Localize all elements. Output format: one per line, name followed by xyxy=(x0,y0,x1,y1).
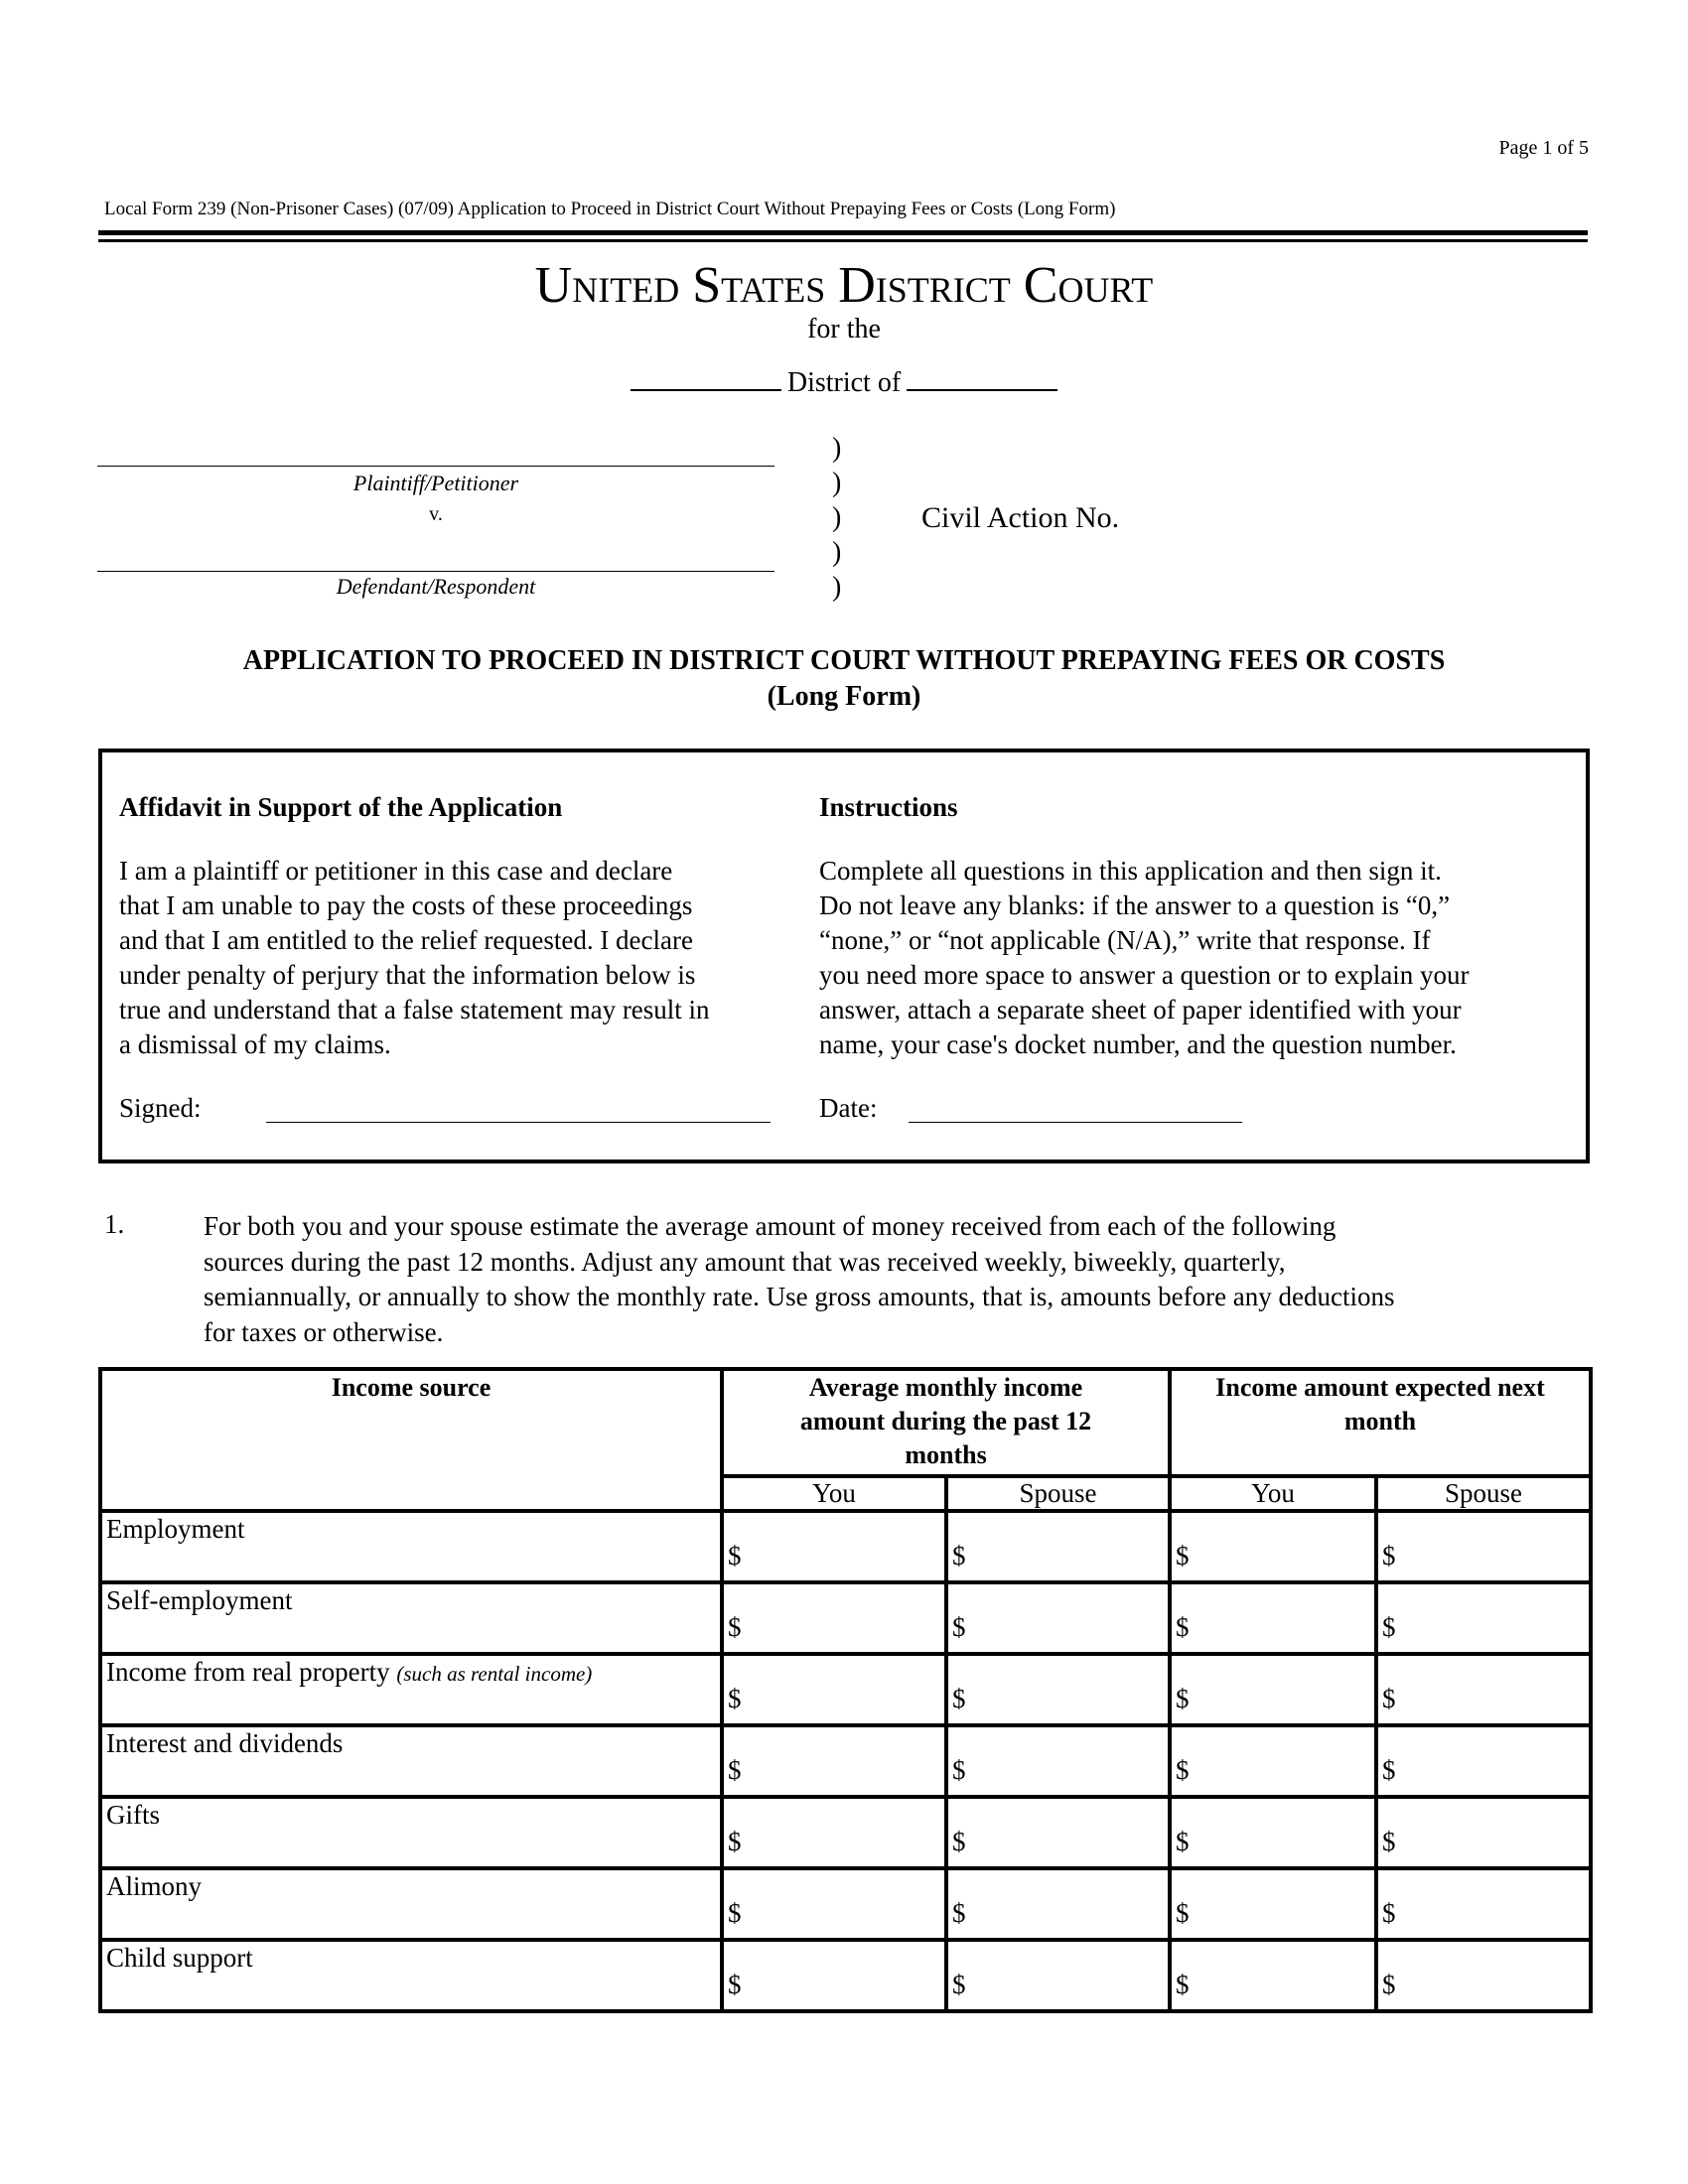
header-rule-thick xyxy=(98,230,1588,235)
plaintiff-label: Plaintiff/Petitioner xyxy=(352,471,519,495)
amount-field-next-spouse[interactable]: $ xyxy=(1376,1654,1591,1725)
district-prefix-field[interactable] xyxy=(631,361,781,391)
affidavit-heading: Affidavit in Support of the Application xyxy=(119,792,563,822)
amount-field-next-you[interactable]: $ xyxy=(1170,1511,1376,1582)
defendant-label: Defendant/Respondent xyxy=(336,574,536,599)
amount-field-next-spouse[interactable]: $ xyxy=(1376,1582,1591,1654)
civil-action-label: Civil Action No. xyxy=(921,501,1120,534)
income-source-label: Child support xyxy=(100,1940,722,2011)
application-subtitle: (Long Form) xyxy=(767,681,921,712)
district-row xyxy=(0,361,1688,399)
caption-paren: ) xyxy=(832,537,842,568)
instructions-text: Complete all questions in this application and then sign it. Do not leave any blanks: if the answer to a question is “0,” “none,” or “not applicable (N/A),” write that response. If you need more space to answer a question or to explain your answer, attach a separate sheet of paper identified with your name, your case's docket number, and the question number. xyxy=(819,856,1470,1059)
amount-field-past-you[interactable]: $ xyxy=(722,1940,946,2011)
caption-paren: ) xyxy=(832,468,842,498)
amount-field-next-spouse[interactable]: $ xyxy=(1376,1868,1591,1940)
amount-field-next-you[interactable]: $ xyxy=(1170,1582,1376,1654)
amount-field-next-you[interactable]: $ xyxy=(1170,1940,1376,2011)
table-row xyxy=(100,1940,1591,2011)
application-title: APPLICATION TO PROCEED IN DISTRICT COURT WITHOUT PREPAYING FEES OR COSTS xyxy=(242,645,1446,676)
header-avg-past-12: Average monthly income amount during the past 12 months xyxy=(722,1369,1170,1476)
amount-field-past-you[interactable]: $ xyxy=(722,1654,946,1725)
caption-paren: ) xyxy=(832,433,842,464)
plaintiff-name-field[interactable] xyxy=(97,466,774,467)
affidavit-instructions-box xyxy=(98,749,1590,1163)
header-you: You xyxy=(722,1476,946,1511)
amount-field-next-you[interactable]: $ xyxy=(1170,1654,1376,1725)
amount-field-past-you[interactable]: $ xyxy=(722,1511,946,1582)
table-row xyxy=(100,1797,1591,1868)
amount-field-next-you[interactable]: $ xyxy=(1170,1868,1376,1940)
question-text: For both you and your spouse estimate the average amount of money received from each of the following sources during the past 12 months. Adjust any amount that was received weekly, biweekly, quarterly, semiannually, or annually to show the monthly rate. Use gross amounts, that is, amounts before any deductions for taxes or otherwise. xyxy=(204,1211,1395,1347)
amount-field-next-you[interactable]: $ xyxy=(1170,1725,1376,1797)
income-source-label: Income from real property (such as rental income) xyxy=(100,1654,722,1725)
amount-field-next-spouse[interactable]: $ xyxy=(1376,1725,1591,1797)
amount-field-past-spouse[interactable]: $ xyxy=(946,1940,1170,2011)
instructions-heading: Instructions xyxy=(819,792,958,822)
header-you: You xyxy=(1170,1476,1376,1511)
table-row xyxy=(100,1511,1591,1582)
date-label: Date: xyxy=(819,1093,878,1123)
income-source-note: (such as rental income) xyxy=(396,1662,593,1686)
page-indicator: Page 1 of 5 xyxy=(1498,137,1589,159)
header-spouse: Spouse xyxy=(1376,1476,1591,1511)
form-identifier: Local Form 239 (Non-Prisoner Cases) (07/09) Application to Proceed in District Court Without Prepaying Fees or Costs (Long Form) xyxy=(104,199,1116,219)
court-title: United States District Court xyxy=(534,257,1154,314)
amount-field-past-spouse[interactable]: $ xyxy=(946,1797,1170,1868)
income-table xyxy=(98,1367,1593,2013)
amount-field-next-spouse[interactable]: $ xyxy=(1376,1940,1591,2011)
date-field[interactable] xyxy=(909,1122,1242,1123)
amount-field-past-spouse[interactable]: $ xyxy=(946,1582,1170,1654)
amount-field-next-you[interactable]: $ xyxy=(1170,1797,1376,1868)
table-row xyxy=(100,1582,1591,1654)
signed-label: Signed: xyxy=(119,1093,202,1123)
header-expected-next: Income amount expected next month xyxy=(1170,1369,1591,1476)
amount-field-past-spouse[interactable]: $ xyxy=(946,1725,1170,1797)
amount-field-past-spouse[interactable]: $ xyxy=(946,1868,1170,1940)
question-number: 1. xyxy=(104,1209,125,1239)
amount-field-past-spouse[interactable]: $ xyxy=(946,1511,1170,1582)
header-rule-thin xyxy=(98,239,1588,242)
district-name-field[interactable] xyxy=(907,361,1057,391)
income-source-label: Gifts xyxy=(100,1797,722,1868)
amount-field-past-you[interactable]: $ xyxy=(722,1582,946,1654)
table-row xyxy=(100,1725,1591,1797)
table-row xyxy=(100,1654,1591,1725)
amount-field-past-you[interactable]: $ xyxy=(722,1725,946,1797)
income-source-label: Interest and dividends xyxy=(100,1725,722,1797)
income-source-label: Employment xyxy=(100,1511,722,1582)
amount-field-past-you[interactable]: $ xyxy=(722,1797,946,1868)
income-source-label: Alimony xyxy=(100,1868,722,1940)
amount-field-past-you[interactable]: $ xyxy=(722,1868,946,1940)
district-label: District of xyxy=(786,367,902,398)
caption-paren: ) xyxy=(832,572,842,603)
table-row xyxy=(100,1868,1591,1940)
defendant-name-field[interactable] xyxy=(97,571,774,572)
for-the-text: for the xyxy=(807,314,881,344)
income-source-label: Self-employment xyxy=(100,1582,722,1654)
versus-label: v. xyxy=(429,503,443,525)
header-spouse: Spouse xyxy=(946,1476,1170,1511)
amount-field-next-spouse[interactable]: $ xyxy=(1376,1511,1591,1582)
caption-paren: ) xyxy=(832,502,842,533)
amount-field-past-spouse[interactable]: $ xyxy=(946,1654,1170,1725)
amount-field-next-spouse[interactable]: $ xyxy=(1376,1797,1591,1868)
signature-field[interactable] xyxy=(266,1122,771,1123)
affidavit-text: I am a plaintiff or petitioner in this case and declare that I am unable to pay the costs of these proceedings and that I am entitled to the relief requested. I declare under penalty of perjury that the information below is true and understand that a false statement may result in a dismissal of my claims. xyxy=(119,856,710,1059)
header-income-source: Income source xyxy=(100,1369,722,1511)
